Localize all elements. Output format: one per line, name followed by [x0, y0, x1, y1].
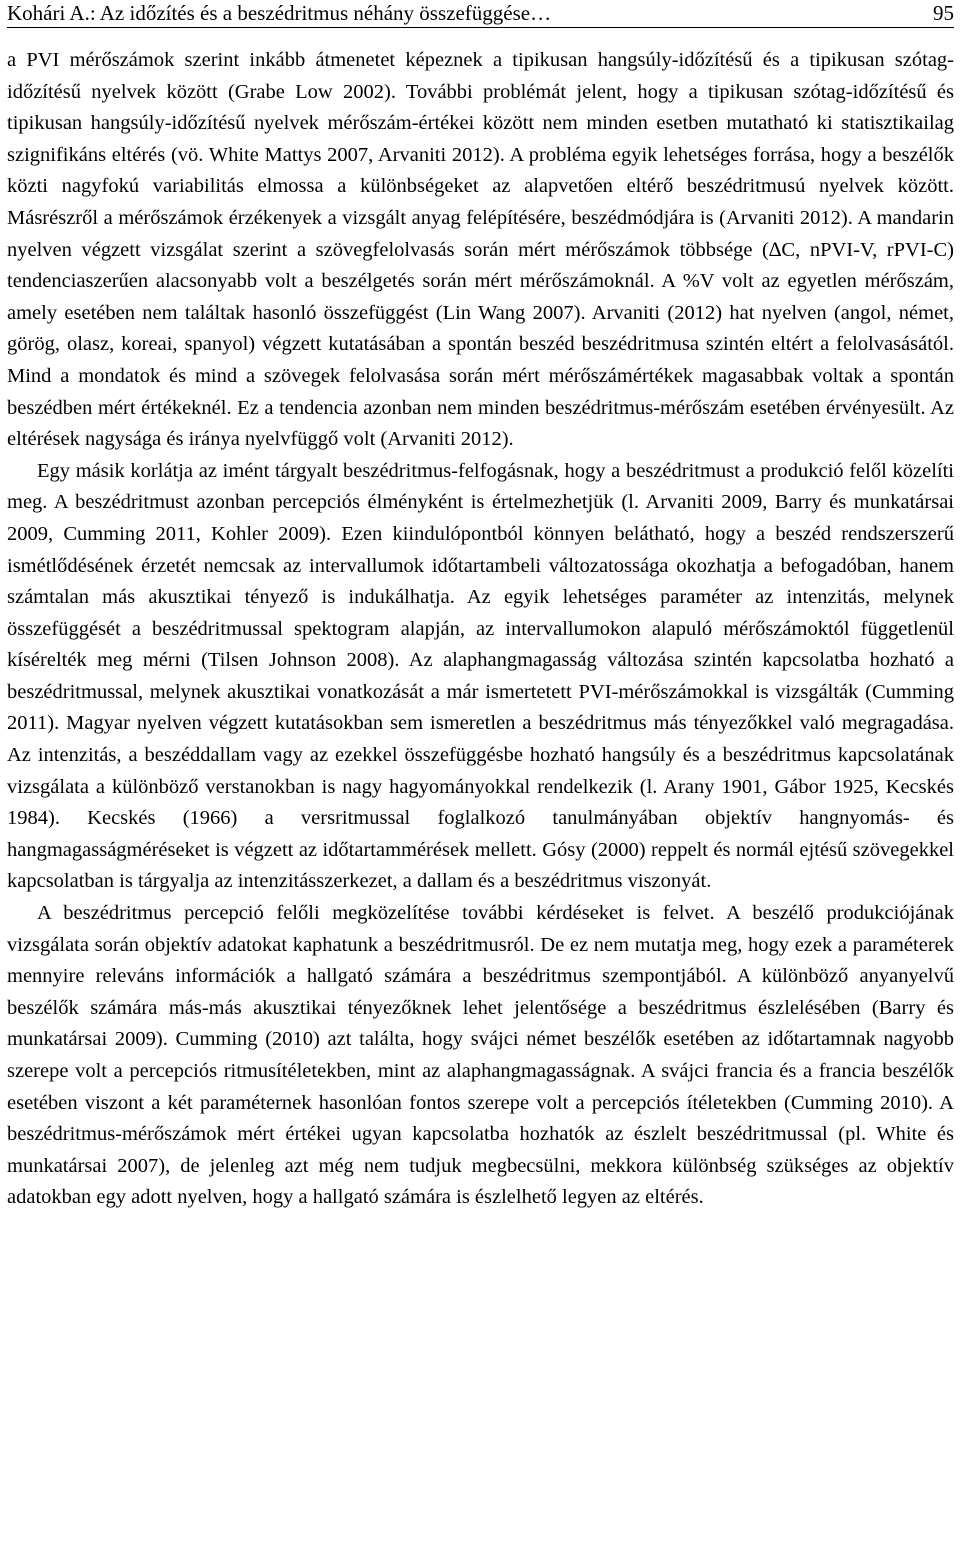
- body-text: [7, 45, 954, 1214]
- running-title: Kohári A.: Az időzítés és a beszédritmus néhány összefüggése…: [7, 1, 552, 25]
- page-number: 95: [933, 1, 954, 25]
- page: [7, 0, 954, 1214]
- paragraph: A beszédritmus percepció felőli megközelítése további kérdéseket is felvet. A beszélő produkciójának vizsgálata során objektív adatokat kaphatunk a beszédritmusról. De ez nem mutatja meg, hogy ezek a paraméterek mennyire releváns információk a hallgató számára a beszédritmus szempontjából. A különböző anyanyelvű beszélők számára más-más akusztikai tényezőknek lehet jelentősége a beszédritmus észlelésében (Barry és munkatársai 2009). Cumming (2010) azt találta, hogy svájci német beszélők esetében az időtartamnak nagyobb szerepe volt a percepciós ritmusítéletekben, mint az alaphangmagasságnak. A svájci francia és a francia beszélők esetében viszont a két paraméternek hasonlóan fontos szerepe volt a percepciós ítéletekben (Cumming 2010). A beszédritmus-mérőszámok mért értékei ugyan kapcsolatba hozhatók az észlelt beszédritmussal (pl. White és munkatársai 2007), de jelenleg azt még nem tudjuk megbecsülni, mekkora különbség szükséges az objektív adatokban egy adott nyelven, hogy a hallgató számára is észlelhető legyen az eltérés.: [7, 902, 954, 1209]
- paragraph: Egy másik korlátja az imént tárgyalt beszédritmus-felfogásnak, hogy a beszédritmust a produkció felől közelíti meg. A beszédritmust azonban percepciós élményként is értelmezhetjük (l. Arvaniti 2009, Barry és munkatársai 2009, Cumming 2011, Kohler 2009). Ezen kiindulópontból könnyen belátható, hogy a beszéd rendszerszerű ismétlődésének érzetét nemcsak az intervallumok időtartambeli változatossága okozhatja a befogadóban, hanem számtalan más akusztikai tényező is indukálhatja. Az egyik lehetséges paraméter az intenzitás, melynek összefüggését a beszédritmussal spektogram alapján, az intervallumokon alapuló mérőszámoktól függetlenül kísérelték meg mérni (Tilsen Johnson 2008). Az alaphangmagasság változása szintén kapcsolatba hozható a beszédritmussal, melynek akusztikai vonatkozását a már ismertetett PVI-mérőszámokkal is vizsgálták (Cumming 2011). Magyar nyelven végzett kutatásokban sem ismeretlen a beszédritmus más tényezőkkel való megragadása. Az intenzitás, a beszéddallam vagy az ezekkel összefüggésbe hozható hangsúly és a beszédritmus kapcsolatának vizsgálata a különböző verstanokban is nagy hagyományokkal rendelkezik (l. Arany 1901, Gábor 1925, Kecskés 1984). Kecskés (1966) a versritmussal foglalkozó tanulmányában objektív hangnyomás- és hangmagasságméréseket is végzett az időtartammérések mellett. Gósy (2000) reppelt és normál ejtésű szövegekkel kapcsolatban is tárgyalja az intenzitásszerkezet, a dallam és a beszédritmus viszonyát.: [7, 459, 954, 893]
- running-header: [7, 0, 954, 28]
- paragraph-continued: a PVI mérőszámok szerint inkább átmenetet képeznek a tipikusan hangsúly-időzítésű és a tipikusan szótag-időzítésű nyelvek között (Grabe Low 2002). További problémát jelent, hogy a tipikusan szótag-időzítésű és tipikusan hangsúly-időzítésű nyelvek mérőszám-értékei között nem minden esetben mutatható ki statisztikailag szignifikáns eltérés (vö. White Mattys 2007, Arvaniti 2012). A probléma egyik lehetséges forrása, hogy a beszélők közti nagyfokú variabilitás elmossa a különbségeket az alapvetően eltérő beszédritmusú nyelvek között. Másrészről a mérőszámok érzékenyek a vizsgált anyag felépítésére, beszédmódjára is (Arvaniti 2012). A mandarin nyelven végzett vizsgálat szerint a szövegfelolvasás során mért mérőszámok többsége (∆C, nPVI-V, rPVI-C) tendenciaszerűen alacsonyabb volt a beszélgetés során mért mérőszámoknál. A %V volt az egyetlen mérőszám, amely esetében nem találtak hasonló összefüggést (Lin Wang 2007). Arvaniti (2012) hat nyelven (angol, német, görög, olasz, koreai, spanyol) végzett kutatásában a spontán beszéd beszédritmusa szintén eltért a felolvasásától. Mind a mondatok és mind a szövegek felolvasása során mért mérőszámértékek magasabbak voltak a spontán beszédben mért értékeknél. Ez a tendencia azonban nem minden beszédritmus-mérőszám esetében érvényesült. Az eltérések nagysága és iránya nyelvfüggő volt (Arvaniti 2012).: [7, 49, 954, 451]
